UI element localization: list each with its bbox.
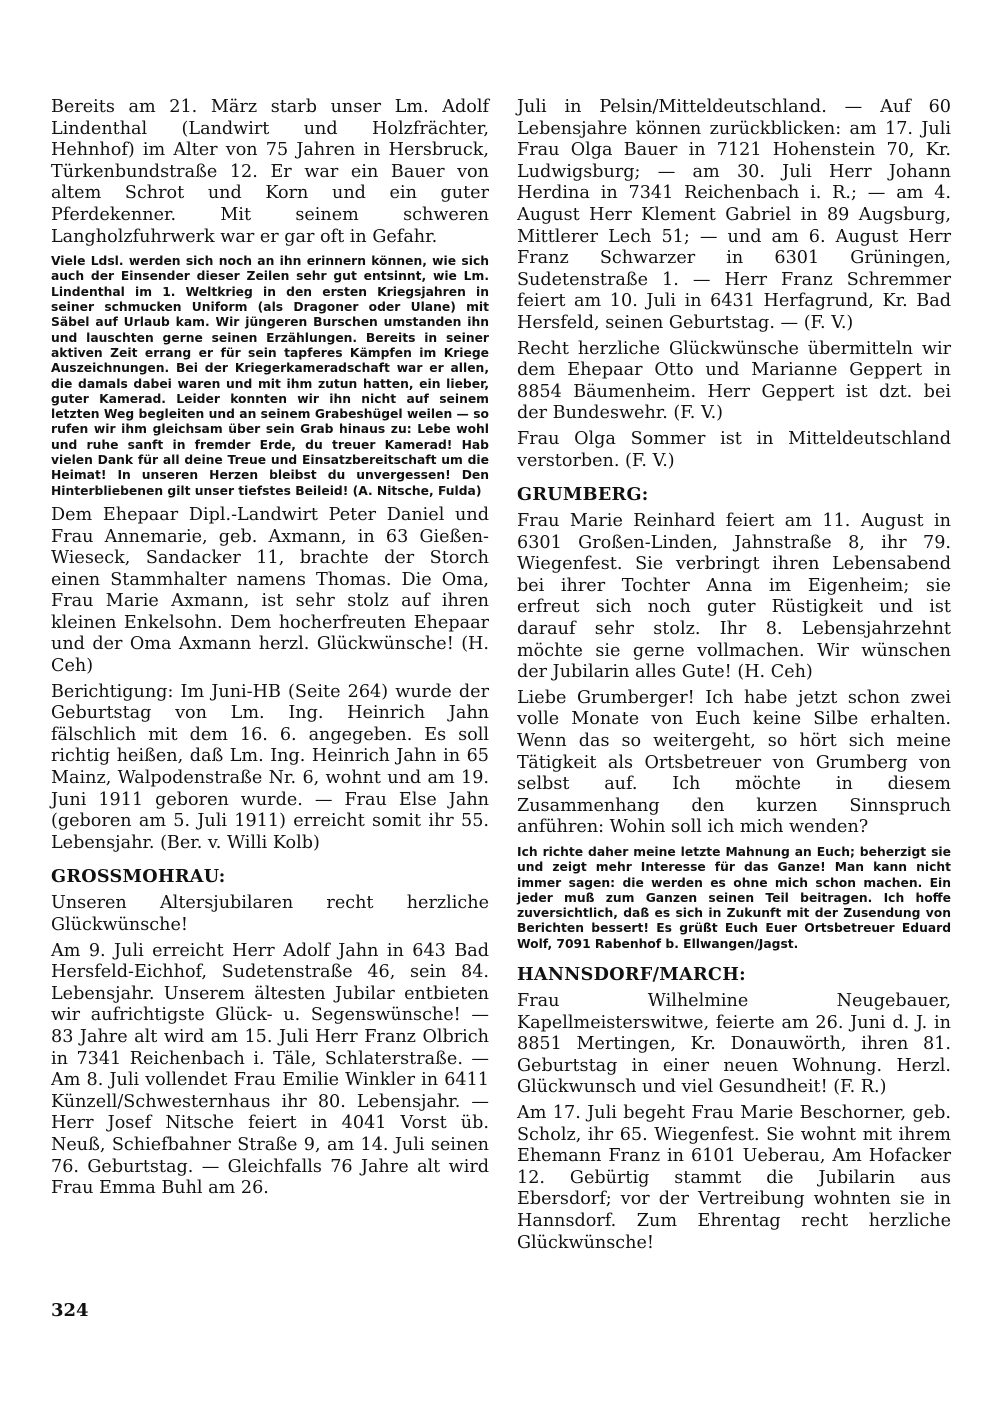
article-beschorner: Am 17. Juli begeht Frau Marie Beschorner, geb. Scholz, ihr 65. Wiegenfest. Sie wohnt mit ihrem Ehemann Franz in 6101 Ueberau, Am Hofacker 12. Gebürtig stammt die Jubilarin aus Ebersdorf; vor der Vertreibung wohnten sie in Hannsdorf. Zum Ehrentag recht herzliche Glückwünsche! — [517, 1103, 951, 1253]
greeting-grossmohrau: Unseren Altersjubilaren recht herzliche Glückwünsche! — [51, 893, 489, 935]
left-column — [51, 97, 489, 1204]
tribute-lindenthal: Viele Ldsl. werden sich noch an ihn erinnern können, wie sich auch der Einsender dieser Zeilen sehr gut entsinnt, wie Lm. Lindenthal im 1. Weltkrieg in den ersten Kriegsjahren in seiner schmucken Uniform (als Dragoner oder Ulane) mit Säbel auf Urlaub kam. Wir jüngeren Burschen umstanden ihn und lauschten gerne seinen Erzählungen. Bereits in seiner aktiven Zeit errang er für sein tapferes Kämpfen im Kriege Auszeichnungen. Bei der Kriegerkameradschaft war er allen, die damals dabei waren und mit ihm zutun hatten, ein lieber, guter Kamerad. Leider konnten wir ihn nicht auf seinem letzten Weg begleiten und an seinem Grabeshügel weilen — so rufen wir ihm gleichsam über sein Grab hinaus zu: Lebe wohl und ruhe sanft in fremder Erde, du treuer Kamerad! Hab vielen Dank für all deine Treue und Einsatzbereitschaft um die Heimat! In unseren Herzen bleibst du unvergessen! Den Hinterbliebenen gilt unser tiefstes Beileid! (A. Nitsche, Fulda) — [51, 254, 489, 498]
heading-grossmohrau: GROSSMOHRAU: — [51, 866, 226, 888]
letter-grumberger: Liebe Grumberger! Ich habe jetzt schon zwei volle Monate von Euch keine Silbe erhalten. Wenn das so weitergeht, so hört sich meine Tätigkeit als Ortsbetreuer von Grumberg von selbst auf. Ich möchte in diesem Zusammenhang den kurzen Sinnspruch anführen: Wohin soll ich mich wenden? — [517, 687, 951, 838]
page-number: 324 — [51, 1300, 89, 1321]
heading-hannsdorf: HANNSDORF/MARCH: — [517, 964, 746, 986]
article-reinhard: Frau Marie Reinhard feiert am 11. August in 6301 Großen-Linden, Jahnstraße 8, ihr 79. Wiegenfest. Sie verbringt ihren Lebensabend bei ihrer Tochter Anna im Eigenheim; sie erfreut sich noch guter Rüstigkeit und ist darauf sehr stolz. Ihr 8. Lebensjahrzehnt möchte sie gerne vollmachen. Wir wünschen der Jubilarin alles Gute! (H. Ceh) — [517, 511, 951, 683]
article-correction: Berichtigung: Im Juni-HB (Seite 264) wurde der Geburtstag von Lm. Ing. Heinrich Jahn fälschlich mit dem 16. 6. angegeben. Es soll richtig heißen, daß Lm. Ing. Heinrich Jahn in 65 Mainz, Walpodenstraße Nr. 6, wohnt und am 19. Juni 1911 geboren wurde. — Frau Else Jahn (geboren am 5. Juli 1911) erreicht somit ihr 55. Lebensjahr. (Ber. v. Willi Kolb) — [51, 681, 489, 853]
appeal-grumberg: Ich richte daher meine letzte Mahnung an Euch; beherzigt sie und zeigt mehr Interesse für das Ganze! Man kann nicht immer sagen: die werden es ohne mich schon machen. Ein jeder muß zum Ganzen seinen Teil beitragen. Ich hoffe zuversichtlich, daß es sich in Zukunft mit der Zusendung von Berichten bessert! Es grüßt Euch Euer Ortsbetreuer Eduard Wolf, 7091 Rabenhof b. Ellwangen/Jagst. — [517, 845, 951, 951]
article-sommer: Frau Olga Sommer ist in Mitteldeutschland verstorben. (F. V.) — [517, 428, 951, 471]
article-lindenthal: Bereits am 21. März starb unser Lm. Adolf Lindenthal (Landwirt und Holzfrächter, Hehnhof) im Alter von 75 Jahren in Hersbruck, Türkenbundstraße 12. Er war ein Bauer von altem Schrot und Korn und ein guter Pferdekenner. Mit seinem schweren Langholzfuhrwerk war er gar oft in Gefahr. — [51, 97, 489, 247]
article-neugebauer: Frau Wilhelmine Neugebauer, Kapellmeisterswitwe, feierte am 26. Juni d. J. in 8851 Mertingen, Kr. Donauwörth, ihren 81. Geburtstag in einer neuen Wohnung. Herzl. Glückwunsch und viel Gesundheit! (F. R.) — [517, 991, 951, 1098]
heading-grumberg: GRUMBERG: — [517, 484, 649, 506]
article-birth-daniel: Dem Ehepaar Dipl.-Landwirt Peter Daniel und Frau Annemarie, geb. Axmann, in 63 Gießen-Wieseck, Sandacker 11, brachte der Storch einen Stammhalter namens Thomas. Die Oma, Frau Marie Axmann, ist sehr stolz auf ihren kleinen Enkelsohn. Dem hocherfreuten Ehepaar und der Oma Axmann herzl. Glückwünsche! (H. Ceh) — [51, 504, 489, 677]
right-column — [517, 97, 951, 1258]
article-birthdays-continued: Juli in Pelsin/Mitteldeutschland. — Auf 60 Lebensjahre können zurückblicken: am 17. Juli Frau Olga Bauer in 7121 Hohenstein 70, Kr. Ludwigsburg; — am 30. Juli Herr Johann Herdina in 7341 Reichenbach i. R.; — am 4. August Herr Klement Gabriel in 89 Augsburg, Mittlerer Lech 51; — und am 6. August Herr Franz Schwarzer in 6301 Grüningen, Sudetenstraße 1. — Herr Franz Schremmer feiert am 10. Juli in 6431 Herfagrund, Kr. Bad Hersfeld, seinen Geburtstag. — (F. V.) — [517, 97, 951, 333]
article-geppert: Recht herzliche Glückwünsche übermitteln wir dem Ehepaar Otto und Marianne Geppert in 8854 Bäumenheim. Herr Geppert ist dzt. bei der Bundeswehr. (F. V.) — [517, 338, 951, 424]
article-birthdays-grossmohrau: Am 9. Juli erreicht Herr Adolf Jahn in 643 Bad Hersfeld-Eichhof, Sudetenstraße 46, sein 84. Lebensjahr. Unserem ältesten Jubilar entbieten wir aufrichtigste Glück- u. Segenswünsche! — 83 Jahre alt wird am 15. Juli Herr Franz Olbrich in 7341 Reichenbach i. Täle, Schlaterstraße. — Am 8. Juli vollendet Frau Emilie Winkler in 6411 Künzell/Schwesternhaus ihr 80. Lebensjahr. — Herr Josef Nitsche feiert in 4041 Vorst üb. Neuß, Schiefbahner Straße 9, am 14. Juli seinen 76. Geburtstag. — Gleichfalls 76 Jahre alt wird Frau Emma Buhl am 26. — [51, 940, 489, 1199]
